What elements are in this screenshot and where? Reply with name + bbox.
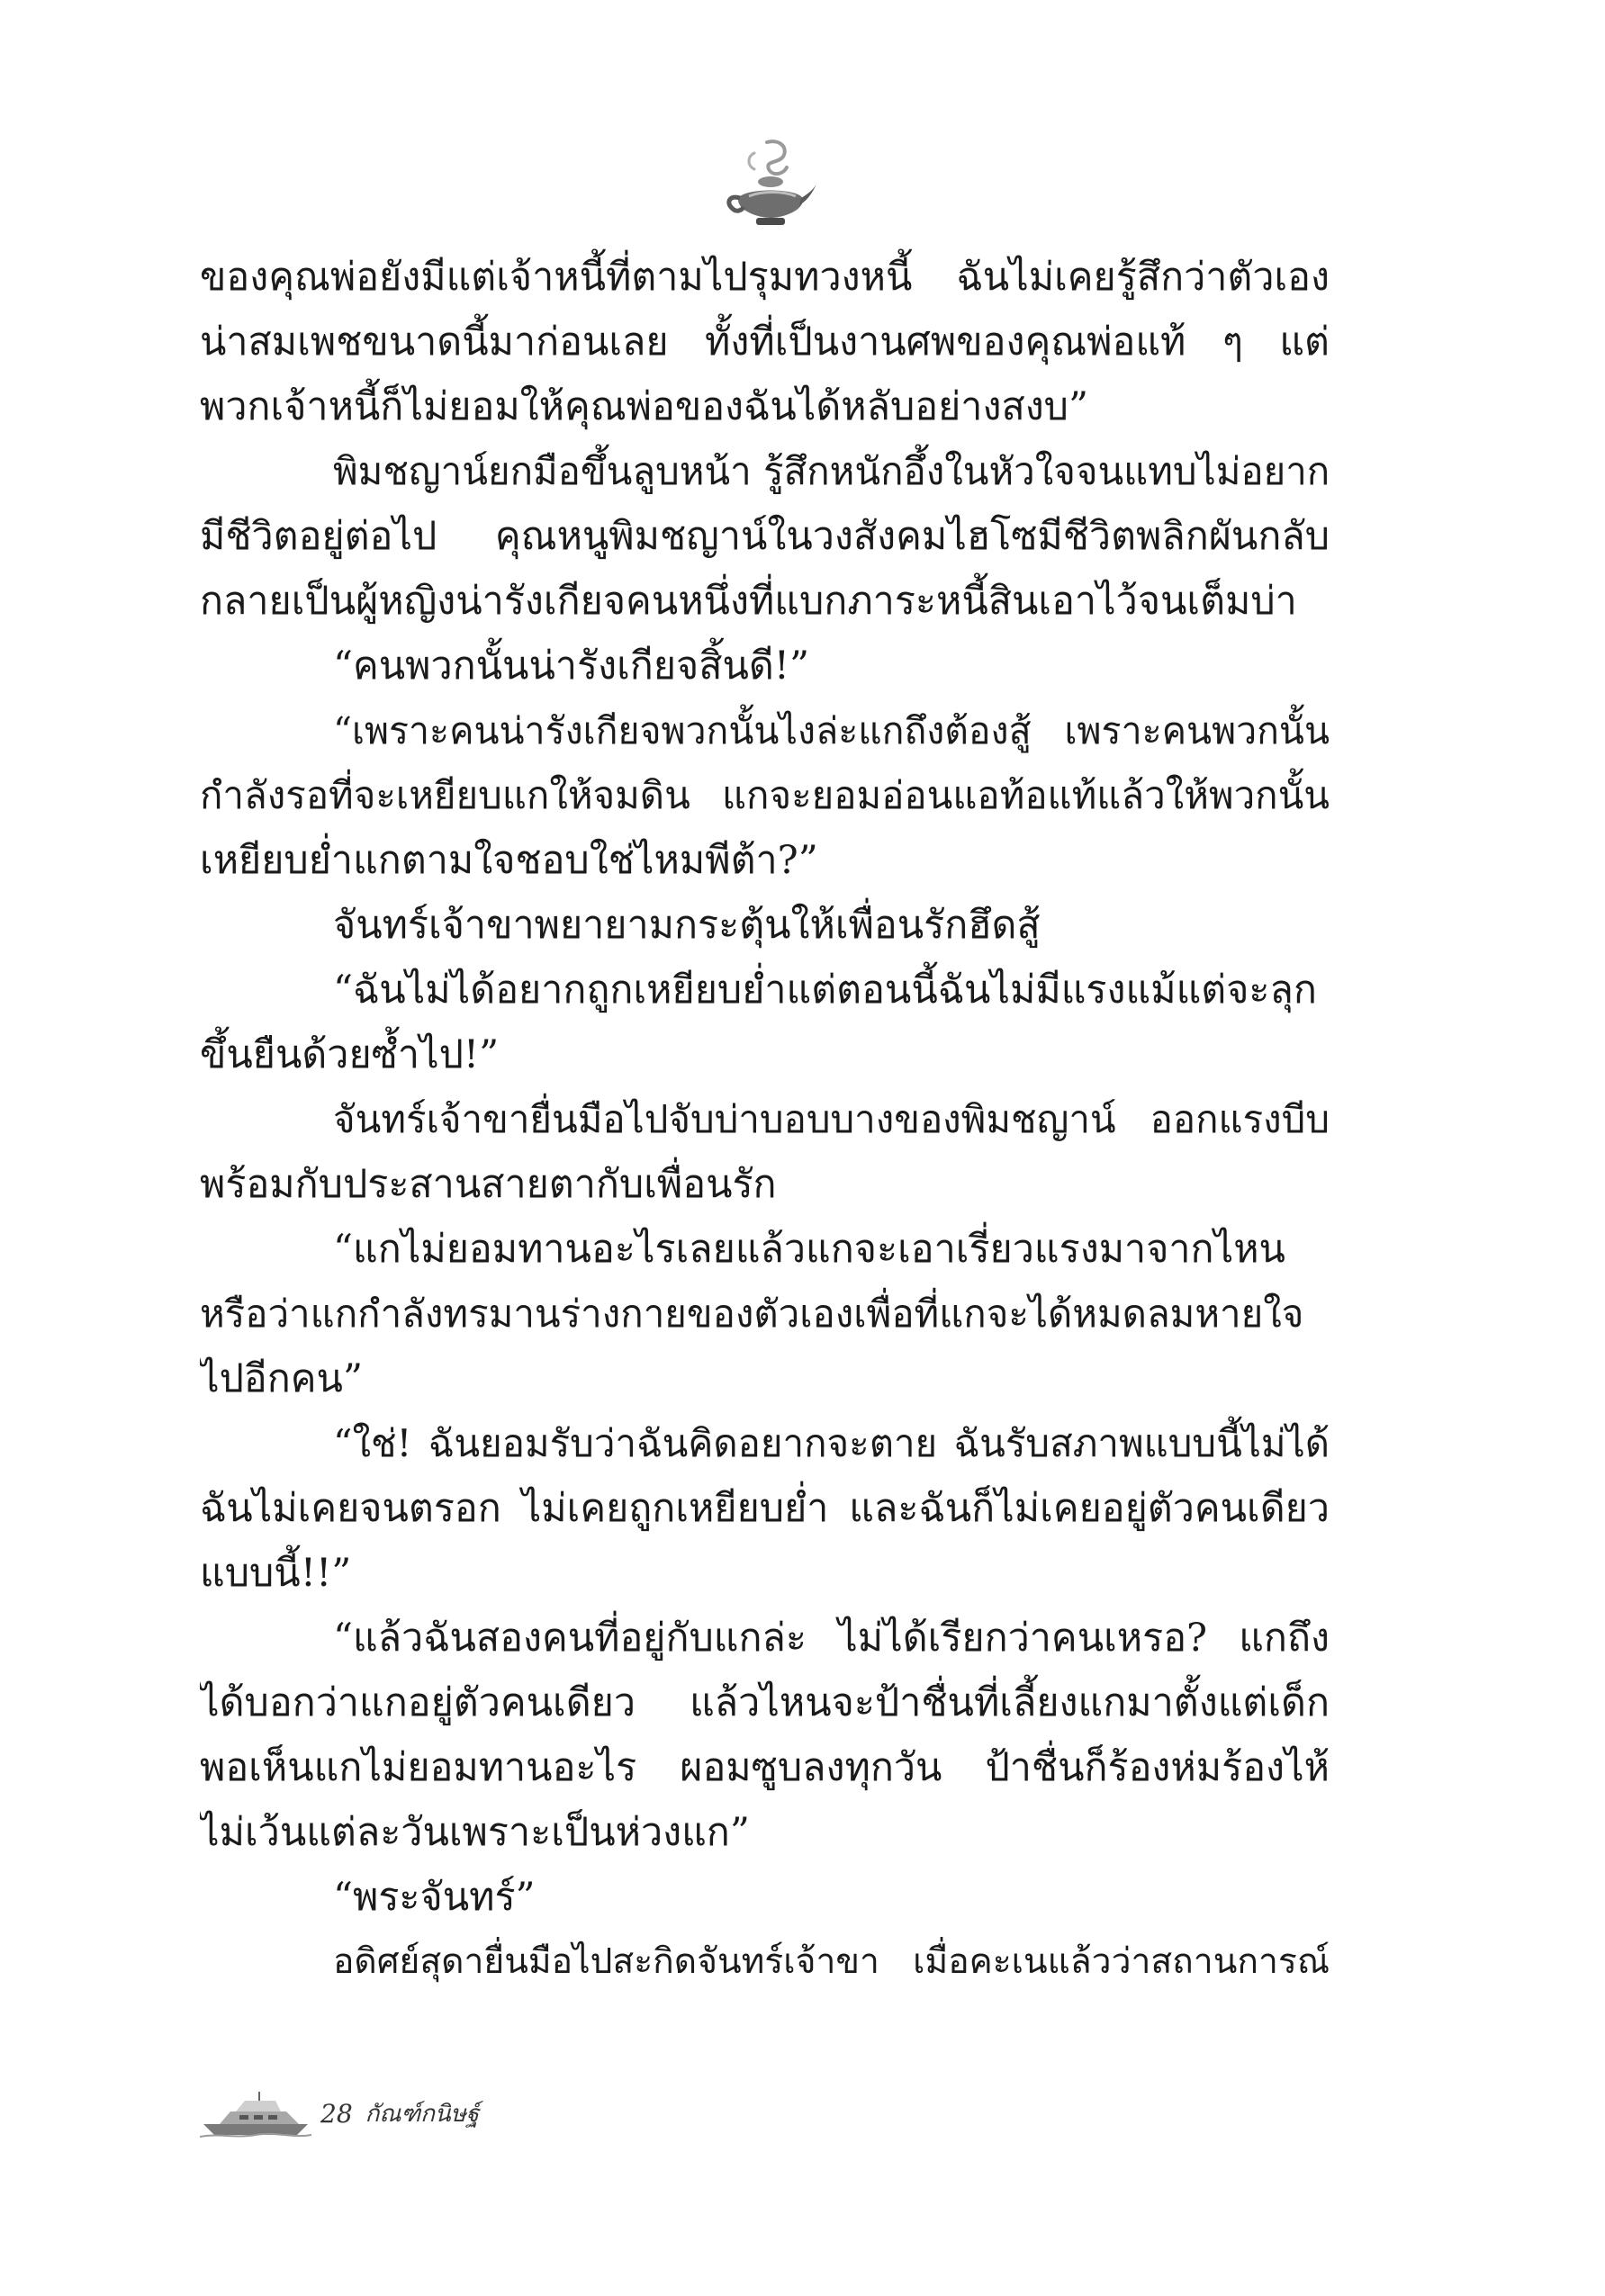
text-line: “ใช่! ฉันยอมรับว่าฉันคิดอยากจะตาย ฉันรับสภาพแบบนี้ไม่ได้ xyxy=(333,1421,1330,1465)
text-line: กลายเป็นผู้หญิงน่ารังเกียจคนหนึ่งที่แบกภาระหนี้สินเอาไว้จนเต็มบ่า xyxy=(200,579,1297,624)
text-line: ไม่เว้นแต่ละวันเพราะเป็นห่วงแก” xyxy=(200,1810,750,1855)
text-line: มีชีวิตอยู่ต่อไป คุณหนูพิมชญาน์ในวงสังคมไฮโซมีชีวิตพลิกผันกลับ xyxy=(200,514,1330,559)
yacht-icon xyxy=(200,2088,311,2138)
text-line: “ฉันไม่ได้อยากถูกเหยียบย่ำแต่ตอนนี้ฉันไม่มีแรงแม้แต่จะลุก xyxy=(333,968,1317,1013)
genie-lamp-icon xyxy=(720,135,819,234)
text-line: ได้บอกว่าแกอยู่ตัวคนเดียว แล้วไหนจะป้าชื่นที่เลี้ยงแกมาตั้งแต่เด็ก xyxy=(200,1680,1330,1725)
text-line: อดิศย์สุดายื่นมือไปสะกิดจันทร์เจ้าขา เมื่อคะเนแล้วว่าสถานการณ์ xyxy=(333,1941,1330,1982)
text-line: พอเห็นแกไม่ยอมทานอะไร ผอมซูบลงทุกวัน ป้าชื่นก็ร้องห่มร้องไห้ xyxy=(200,1745,1330,1790)
text-line: ขึ้นยืนด้วยซ้ำไป!” xyxy=(200,1032,500,1077)
text-line: “แกไม่ยอมทานอะไรเลยแล้วแกจะเอาเรี่ยวแรงมาจากไหน xyxy=(333,1227,1285,1272)
chapter-text xyxy=(200,245,1330,1994)
text-line: “พระจันทร์” xyxy=(333,1875,536,1920)
text-line: จันทร์เจ้าขายื่นมือไปจับบ่าบอบบางของพิมชญาน์ ออกแรงบีบ xyxy=(333,1097,1330,1141)
page-number: 28 xyxy=(320,2098,353,2129)
text-line: หรือว่าแกกำลังทรมานร่างกายของตัวเองเพื่อที่แกจะได้หมดลมหายใจ xyxy=(200,1292,1304,1336)
text-line: พวกเจ้าหนี้ก็ไม่ยอมให้คุณพ่อของฉันได้หลับอย่างสงบ” xyxy=(200,384,1088,429)
text-line: ของคุณพ่อยังมีแต่เจ้าหนี้ที่ตามไปรุมทวงหนี้ ฉันไม่เคยรู้สึกว่าตัวเอง xyxy=(200,255,1330,300)
text-line: ฉันไม่เคยจนตรอก ไม่เคยถูกเหยียบย่ำ และฉันก็ไม่เคยอยู่ตัวคนเดียว xyxy=(200,1486,1330,1531)
text-line: เหยียบย่ำแกตามใจชอบใช่ไหมพีต้า?” xyxy=(200,838,818,883)
text-line: แบบนี้!!” xyxy=(200,1551,352,1596)
book-title: กัณฑ์กนิษฐ์ xyxy=(365,2100,480,2128)
text-line: น่าสมเพชขนาดนี้มาก่อนเลย ทั้งที่เป็นงานศพของคุณพ่อแท้ ๆ แต่ xyxy=(200,320,1330,365)
text-line: ไปอีกคน” xyxy=(200,1356,363,1401)
text-line: “เพราะคนน่ารังเกียจพวกนั้นไงล่ะแกถึงต้องสู้ เพราะคนพวกนั้น xyxy=(333,709,1330,752)
text-line: พร้อมกับประสานสายตากับเพื่อนรัก xyxy=(200,1162,777,1207)
page-footer xyxy=(200,2086,479,2140)
text-line: กำลังรอที่จะเหยียบแกให้จมดิน แกจะยอมอ่อนแอท้อแท้แล้วให้พวกนั้น xyxy=(200,773,1330,817)
text-line: “แล้วฉันสองคนที่อยู่กับแกล่ะ ไม่ได้เรียกว่าคนเหรอ? แกถึง xyxy=(333,1616,1330,1661)
text-line: “คนพวกนั้นน่ารังเกียจสิ้นดี!” xyxy=(333,644,810,689)
text-line: พิมชญาน์ยกมือขึ้นลูบหน้า รู้สึกหนักอึ้งในหัวใจจนแทบไม่อยาก xyxy=(333,449,1330,493)
text-line: จันทร์เจ้าขาพยายามกระตุ้นให้เพื่อนรักฮึดสู้ xyxy=(333,903,1041,948)
